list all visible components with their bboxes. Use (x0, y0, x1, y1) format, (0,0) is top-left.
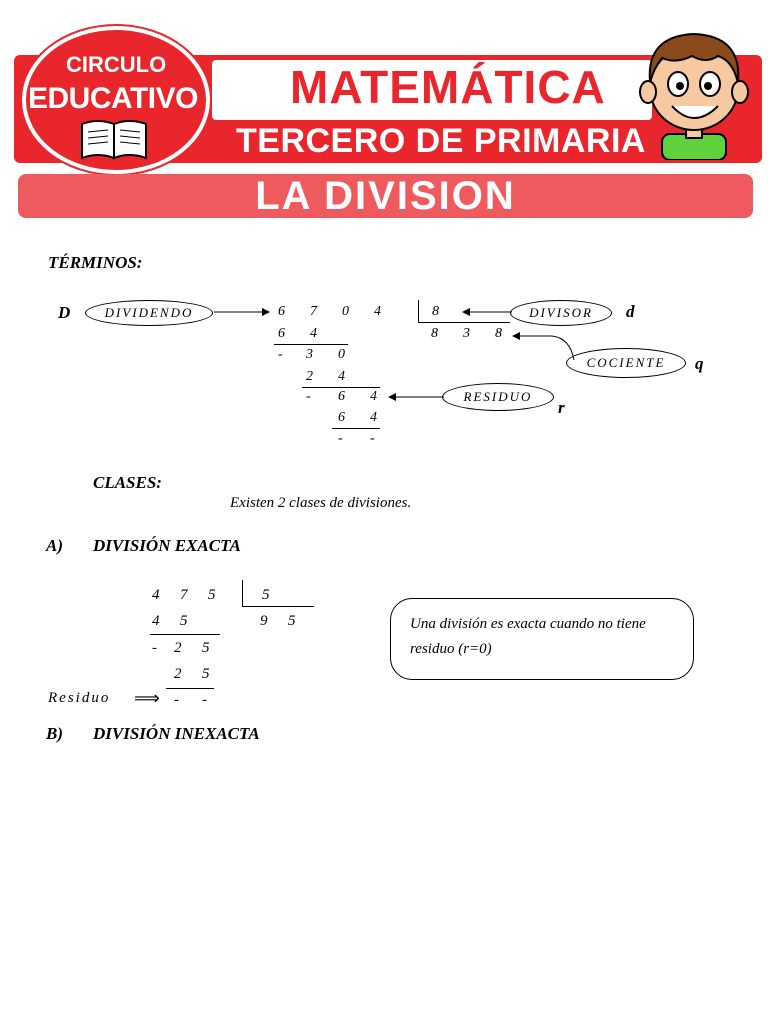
step-digit: 0 (338, 347, 345, 362)
section-b-label: B) (46, 724, 63, 743)
step-digit: - (202, 692, 207, 708)
section-b-heading: DIVISIÓN INEXACTA (93, 724, 260, 743)
quotient-digit: 5 (288, 613, 296, 629)
dividend-digit: 7 (180, 587, 188, 603)
dividend-digit: 6 (278, 304, 285, 319)
boy-character-icon (636, 26, 752, 160)
step-digit: - (278, 347, 283, 362)
step-digit: 4 (310, 326, 317, 341)
oval-cociente: COCIENTE (566, 348, 686, 378)
subtraction-line (332, 428, 380, 429)
section-a-heading: DIVISIÓN EXACTA (93, 536, 241, 555)
divisor: 8 (432, 304, 439, 319)
dividend-digit: 7 (310, 304, 317, 319)
dividend-digit: 4 (152, 587, 160, 603)
oval-residuo: RESIDUO (442, 383, 554, 411)
dividend-digit: 5 (208, 587, 216, 603)
terminos-heading: TÉRMINOS: (48, 253, 143, 272)
book-icon (80, 118, 148, 160)
quotient-digit: 8 (495, 326, 502, 341)
dividend-digit: 0 (342, 304, 349, 319)
arrow-right-icon (214, 305, 270, 319)
label-q: q (695, 354, 704, 373)
clases-text: Existen 2 clases de divisiones. (230, 495, 412, 511)
step-digit: 5 (202, 666, 210, 682)
step-digit: 6 (338, 410, 345, 425)
implies-arrow-icon: ⟹ (134, 688, 160, 708)
page-subtitle: TERCERO DE PRIMARIA (236, 122, 646, 160)
arrow-left-icon (462, 305, 512, 319)
division-bracket (418, 300, 419, 322)
subtraction-line (166, 688, 214, 689)
subtraction-line (302, 387, 380, 388)
step-digit: 2 (306, 369, 313, 384)
step-digit: 4 (370, 389, 377, 404)
step-digit: - (338, 431, 343, 446)
residuo-label: Residuo (48, 690, 111, 706)
step-digit: 4 (338, 369, 345, 384)
subtraction-line (150, 634, 220, 635)
step-digit: - (152, 640, 157, 656)
page-title: MATEMÁTICA (290, 61, 606, 113)
divisor: 5 (262, 587, 270, 603)
step-digit: 5 (202, 640, 210, 656)
step-digit: 6 (338, 389, 345, 404)
logo-line1: CIRCULO (66, 52, 167, 77)
label-d: d (626, 302, 635, 321)
subtraction-line (274, 344, 348, 345)
step-digit: 2 (174, 666, 182, 682)
note-text: Una división es exacta cuando no tiene residuo (r=0) (410, 616, 646, 657)
step-digit: - (174, 692, 179, 708)
step-digit: 5 (180, 613, 188, 629)
logo-line2: EDUCATIVO (28, 82, 198, 115)
step-digit: 4 (370, 410, 377, 425)
division-bracket-line (242, 606, 314, 607)
clases-heading: CLASES: (93, 473, 162, 492)
quotient-digit: 9 (260, 613, 268, 629)
step-digit: - (370, 431, 375, 446)
topic-banner (18, 174, 753, 218)
step-digit: 2 (174, 640, 182, 656)
label-D: D (58, 303, 71, 322)
division-bracket-line (418, 322, 510, 323)
step-digit: 3 (306, 347, 313, 362)
dividend-digit: 4 (374, 304, 381, 319)
topic-title: LA DIVISION (255, 174, 516, 218)
quotient-digit: 3 (463, 326, 470, 341)
step-digit: 6 (278, 326, 285, 341)
label-r: r (558, 398, 565, 417)
step-digit: - (306, 389, 311, 404)
quotient-digit: 8 (431, 326, 438, 341)
division-bracket (242, 580, 243, 606)
step-digit: 4 (152, 613, 160, 629)
oval-divisor: DIVISOR (510, 300, 612, 326)
section-a-label: A) (46, 536, 63, 555)
arrow-left-icon (388, 390, 444, 404)
oval-dividendo: DIVIDENDO (85, 300, 213, 326)
